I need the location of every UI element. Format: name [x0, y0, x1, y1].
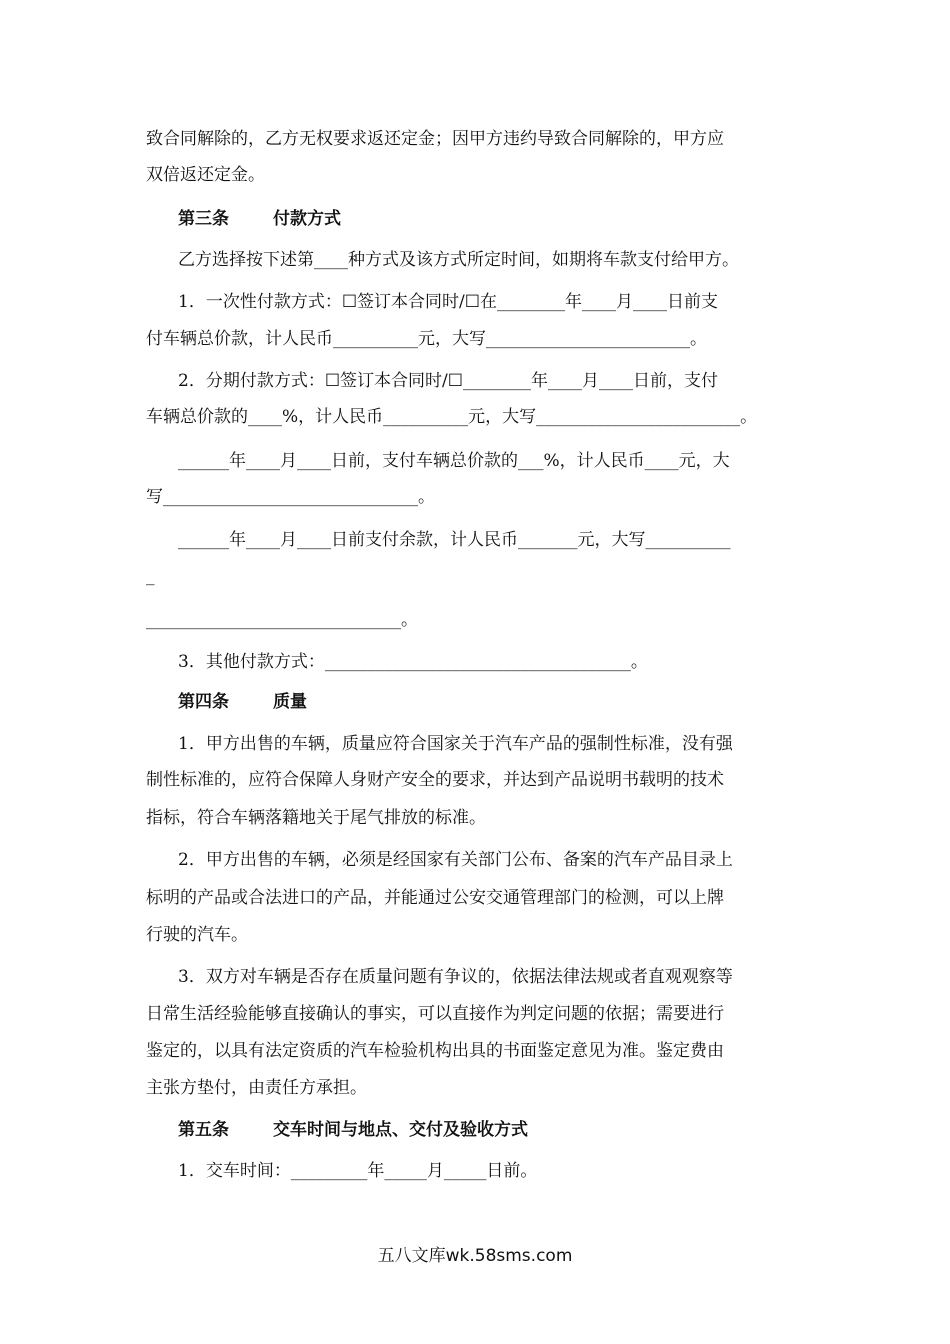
- section-title: 质量: [273, 692, 307, 712]
- paragraph-line: 致合同解除的，乙方无权要求返还定金；因甲方违约导致合同解除的，甲方应: [146, 129, 724, 149]
- paragraph-line: 3．其他付款方式：____________________________________。: [178, 652, 648, 672]
- paragraph-line: ______年____月____日前，支付车辆总价款的___%，计人民币____元，大: [178, 451, 730, 471]
- section-number: 第四条: [178, 692, 229, 712]
- paragraph-line: 3．双方对车辆是否存在质量问题有争议的，依据法律法规或者直观观察等: [178, 967, 733, 987]
- section-number: 第三条: [178, 209, 229, 229]
- paragraph-line: 鉴定的，以具有法定资质的汽车检验机构出具的书面鉴定意见为准。鉴定费由: [146, 1041, 724, 1061]
- section-heading-3: [178, 207, 341, 231]
- paragraph-line: _: [146, 566, 155, 586]
- paragraph-line: 乙方选择按下述第____种方式及该方式所定时间，如期将车款支付给甲方。: [178, 250, 739, 270]
- paragraph-line: 1．交车时间：_________年_____月_____日前。: [178, 1161, 538, 1181]
- paragraph-line: 2．甲方出售的车辆，必须是经国家有关部门公布、备案的汽车产品目录上: [178, 850, 733, 870]
- paragraph-line: 主张方垫付，由责任方承担。: [146, 1078, 367, 1098]
- paragraph-line: 制性标准的，应符合保障人身财产安全的要求，并达到产品说明书载明的技术: [146, 770, 724, 790]
- section-number: 第五条: [178, 1120, 229, 1140]
- paragraph-line: 付车辆总价款，计人民币__________元，大写________________________。: [146, 329, 707, 349]
- paragraph-line: 1．甲方出售的车辆，质量应符合国家关于汽车产品的强制性标准，没有强: [178, 734, 733, 754]
- paragraph-line: ______________________________。: [146, 610, 418, 630]
- paragraph-line: 双倍返还定金。: [146, 165, 265, 185]
- paragraph-line: 车辆总价款的____%，计人民币__________元，大写________________________。: [146, 407, 758, 427]
- section-title: 交车时间与地点、交付及验收方式: [273, 1120, 528, 1140]
- section-heading-4: [178, 690, 307, 714]
- section-title: 付款方式: [273, 209, 341, 229]
- paragraph-line: 标明的产品或合法进口的产品，并能通过公安交通管理部门的检测，可以上牌: [146, 888, 724, 908]
- footer-watermark: 五八文库wk.58sms.com: [377, 1246, 573, 1266]
- paragraph-line: 写______________________________。: [146, 487, 435, 507]
- paragraph-line: 1．一次性付款方式：☐签订本合同时/☐在________年____月____日前支: [178, 292, 719, 312]
- paragraph-line: 日常生活经验能够直接确认的事实，可以直接作为判定问题的依据；需要进行: [146, 1004, 724, 1024]
- section-heading-5: [178, 1118, 528, 1142]
- paragraph-line: 指标，符合车辆落籍地关于尾气排放的标准。: [146, 808, 486, 828]
- paragraph-line: 2．分期付款方式：☐签订本合同时/☐________年____月____日前，支付: [178, 371, 719, 391]
- paragraph-line: 行驶的汽车。: [146, 925, 248, 945]
- paragraph-line: ______年____月____日前支付余款，计人民币_______元，大写__________: [178, 530, 731, 550]
